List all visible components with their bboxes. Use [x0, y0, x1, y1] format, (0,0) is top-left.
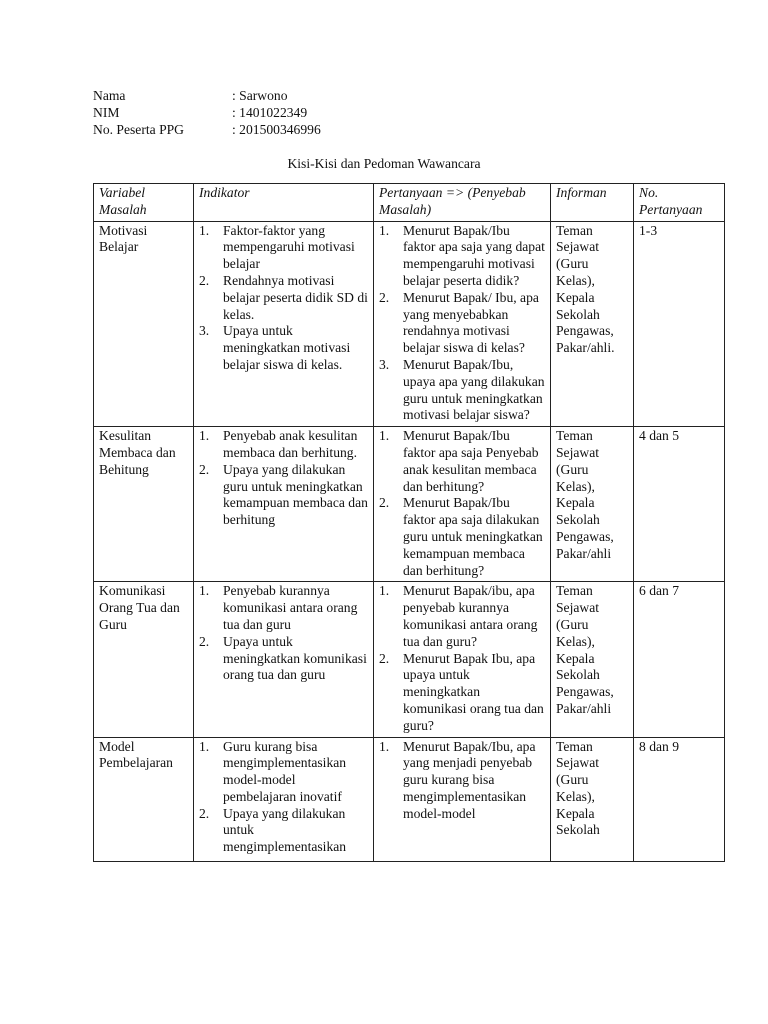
- indikator-list: [199, 223, 368, 374]
- identity-block: [93, 88, 321, 139]
- indikator-list: [199, 739, 368, 857]
- cell-indikator: [194, 221, 374, 427]
- list-item: 1. Penyebab kurannya komunikasi antara orang tua dan guru: [199, 583, 358, 632]
- identity-value: : Sarwono: [232, 88, 288, 103]
- header-indikator: Indikator: [194, 184, 374, 222]
- table-row: [94, 221, 725, 427]
- cell-variabel: Komunikasi Orang Tua dan Guru: [94, 582, 194, 737]
- list-item: 1. Menurut Bapak/Ibu, apa yang menjadi penyebab guru kurang bisa mengimplementasikan model-model: [379, 738, 536, 821]
- list-item: 2. Rendahnya motivasi belajar peserta didik SD di kelas.: [199, 272, 368, 322]
- cell-no-pertanyaan: 6 dan 7: [634, 582, 725, 737]
- identity-label: Nama: [93, 88, 126, 103]
- cell-pertanyaan: [374, 221, 551, 427]
- indikator-list: [199, 583, 368, 684]
- table-row: [94, 737, 725, 861]
- cell-variabel: Model Pembelajaran: [94, 737, 194, 861]
- identity-row-peserta: [93, 122, 321, 139]
- cell-pertanyaan: [374, 427, 551, 582]
- cell-informan: Teman Sejawat (Guru Kelas), Kepala Sekolah Pengawas, Pakar/ahli: [551, 427, 634, 582]
- header-variabel: Variabel Masalah: [94, 184, 194, 222]
- interview-grid-table: [93, 183, 725, 862]
- identity-row-nama: [93, 88, 321, 105]
- table-row: [94, 427, 725, 582]
- identity-value: : 1401022349: [232, 105, 308, 120]
- header-informan: Informan: [551, 184, 634, 222]
- list-item: 1. Menurut Bapak/Ibu faktor apa saja yang dapat mempengaruhi motivasi belajar peserta didik?: [379, 222, 545, 288]
- cell-variabel: Motivasi Belajar: [94, 221, 194, 427]
- pertanyaan-list: [379, 739, 545, 823]
- list-item: 2. Menurut Bapak/Ibu faktor apa saja dilakukan guru untuk meningkatkan kemampuan membaca dan berhitung?: [379, 495, 543, 578]
- header-pertanyaan: Pertanyaan => (Penyebab Masalah): [374, 184, 551, 222]
- identity-label: NIM: [93, 105, 120, 120]
- identity-row-nim: [93, 105, 321, 122]
- list-item: 1. Menurut Bapak/Ibu faktor apa saja Penyebab anak kesulitan membaca dan berhitung?: [379, 428, 539, 494]
- table-header-row: [94, 184, 725, 222]
- cell-informan: Teman Sejawat (Guru Kelas), Kepala Sekolah Pengawas, Pakar/ahli.: [551, 221, 634, 427]
- cell-pertanyaan: [374, 582, 551, 737]
- list-item: 2. Menurut Bapak Ibu, apa upaya untuk meningkatkan komunikasi orang tua dan guru?: [379, 650, 544, 733]
- indikator-list: [199, 428, 368, 529]
- list-item: 3. Menurut Bapak/Ibu, upaya apa yang dilakukan guru untuk meningkatkan motivasi belajar siswa?: [379, 356, 545, 423]
- list-item: 1. Menurut Bapak/ibu, apa penyebab kurannya komunikasi antara orang tua dan guru?: [379, 583, 538, 649]
- header-no-pertanyaan: No. Pertanyaan: [634, 184, 725, 222]
- cell-indikator: [194, 737, 374, 861]
- pertanyaan-list: [379, 428, 545, 579]
- table-row: [94, 582, 725, 737]
- pertanyaan-list: [379, 223, 545, 425]
- list-item: 2. Menurut Bapak/ Ibu, apa yang menyebabkan rendahnya motivasi belajar siswa di kelas?: [379, 289, 539, 356]
- list-item: 1. Faktor-faktor yang mempengaruhi motivasi belajar: [199, 222, 355, 272]
- pertanyaan-list: [379, 583, 545, 734]
- cell-informan: Teman Sejawat (Guru Kelas), Kepala Sekolah: [551, 737, 634, 861]
- cell-no-pertanyaan: 1-3: [634, 221, 725, 427]
- cell-pertanyaan: [374, 737, 551, 861]
- cell-informan: Teman Sejawat (Guru Kelas), Kepala Sekolah Pengawas, Pakar/ahli: [551, 582, 634, 737]
- list-item: 3. Upaya untuk meningkatkan motivasi belajar siswa di kelas.: [199, 323, 351, 372]
- document-title: Kisi-Kisi dan Pedoman Wawancara: [287, 156, 481, 171]
- cell-no-pertanyaan: 8 dan 9: [634, 737, 725, 861]
- identity-label: No. Peserta PPG: [93, 122, 185, 137]
- cell-indikator: [194, 427, 374, 582]
- list-item: 1. Guru kurang bisa mengimplementasikan model-model pembelajaran inovatif: [199, 738, 347, 804]
- cell-variabel: Kesulitan Membaca dan Behitung: [94, 427, 194, 582]
- identity-value: : 201500346996: [232, 122, 321, 137]
- list-item: 1. Penyebab anak kesulitan membaca dan berhitung.: [199, 428, 358, 460]
- list-item: 2. Upaya yang dilakukan untuk mengimplementasikan: [199, 805, 347, 855]
- list-item: 2. Upaya yang dilakukan guru untuk meningkatkan kemampuan membaca dan berhitung: [199, 461, 368, 528]
- cell-no-pertanyaan: 4 dan 5: [634, 427, 725, 582]
- list-item: 2. Upaya untuk meningkatkan komunikasi orang tua dan guru: [199, 633, 367, 683]
- cell-indikator: [194, 582, 374, 737]
